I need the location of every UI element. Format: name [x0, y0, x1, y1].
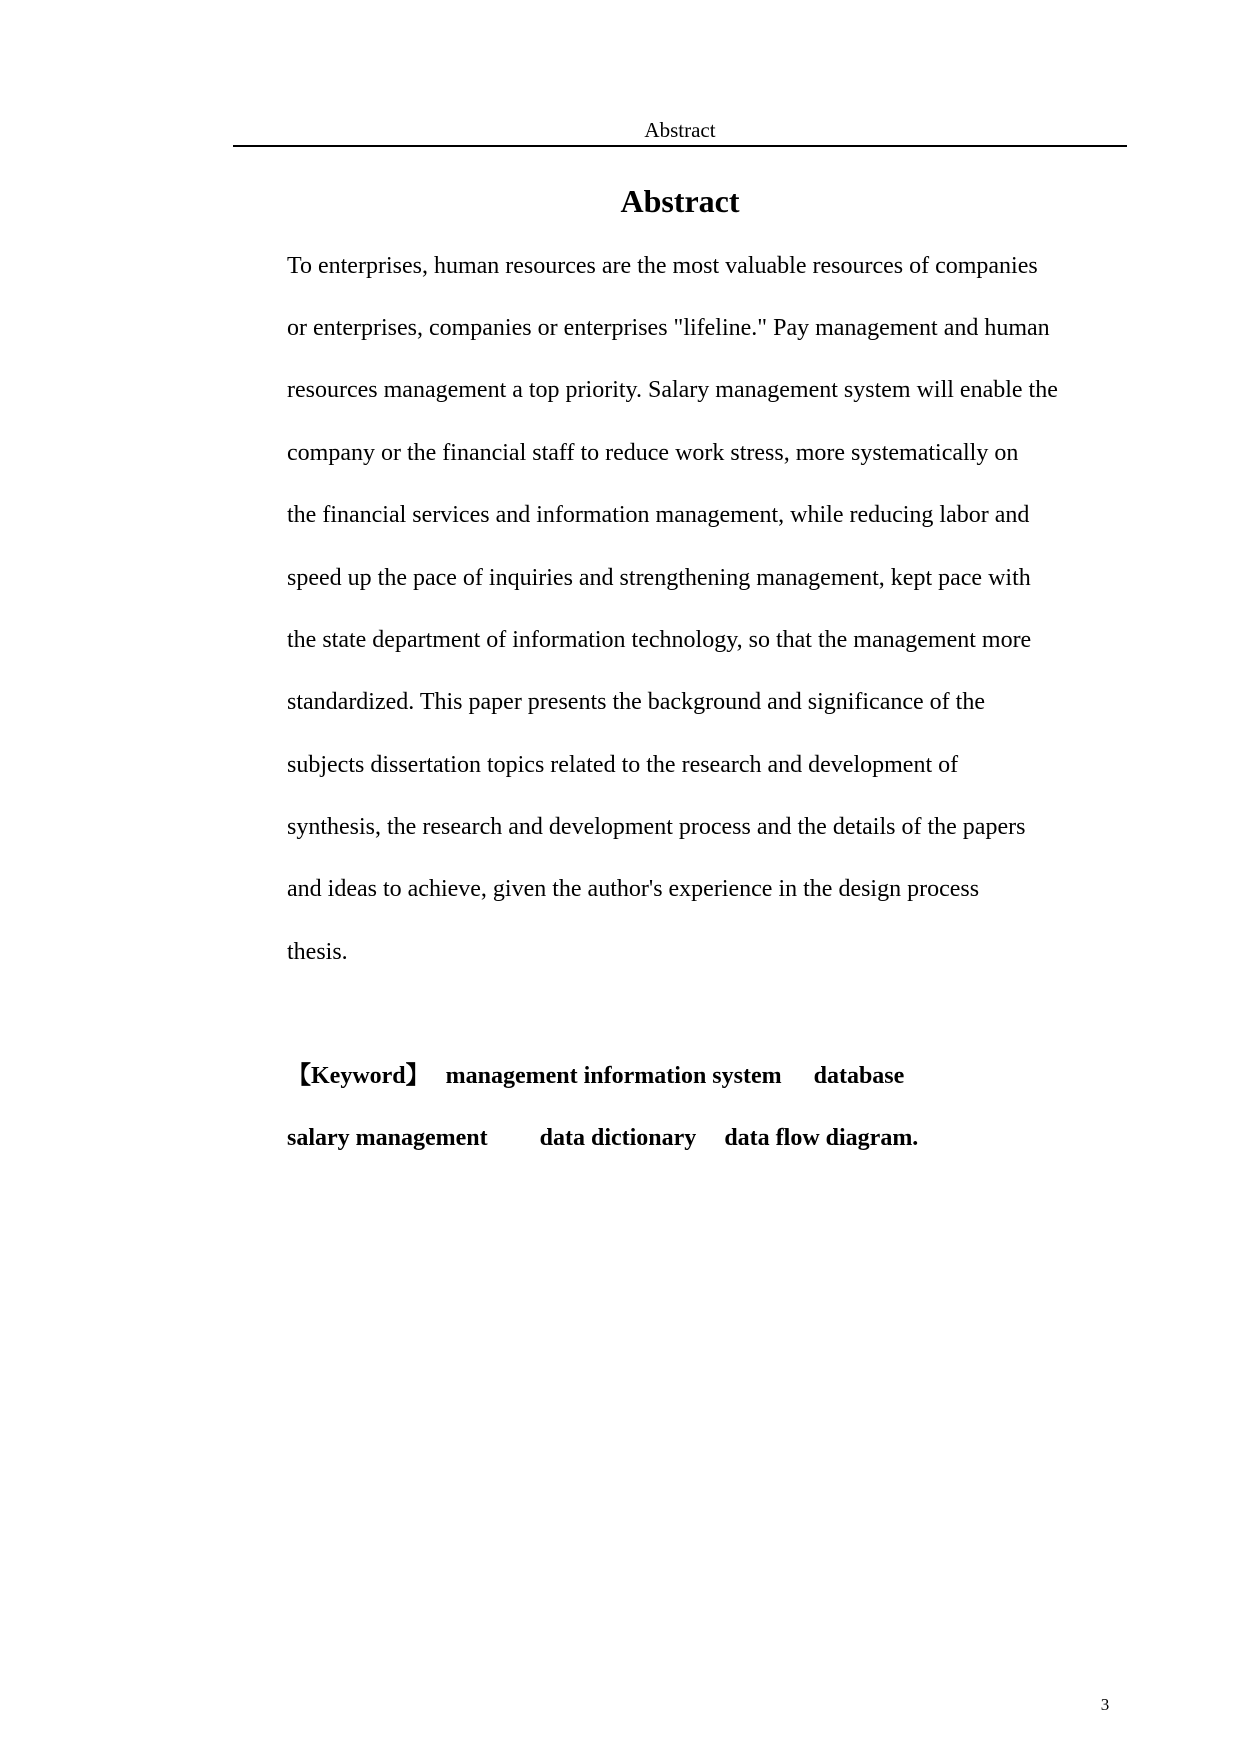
page-number: 3 — [1100, 1695, 1110, 1714]
keyword-item: database — [813, 1063, 905, 1089]
abstract-line: the financial services and information management, while reducing labor and — [287, 502, 1030, 528]
abstract-line: and ideas to achieve, given the author's experience in the design process — [287, 876, 980, 902]
keyword-item: salary management — [287, 1125, 488, 1151]
keywords-line — [287, 1062, 904, 1090]
abstract-line: company or the financial staff to reduce work stress, more systematically on — [287, 440, 1019, 466]
keywords-line — [287, 1124, 918, 1152]
abstract-line: standardized. This paper presents the background and significance of the — [287, 689, 985, 715]
page-title: Abstract — [620, 183, 740, 219]
keyword-item: data dictionary — [539, 1125, 697, 1151]
abstract-line: subjects dissertation topics related to the research and development of — [287, 752, 959, 778]
abstract-line: speed up the pace of inquiries and strengthening management, kept pace with — [287, 565, 1031, 591]
abstract-line: To enterprises, human resources are the most valuable resources of companies — [287, 253, 1038, 279]
abstract-line: resources management a top priority. Salary management system will enable the — [287, 377, 1058, 403]
header-rule — [233, 145, 1127, 147]
keywords-label: 【Keyword】 — [287, 1063, 430, 1089]
keyword-item: data flow diagram. — [724, 1125, 919, 1151]
keyword-item: management information system — [445, 1063, 782, 1089]
abstract-line: or enterprises, companies or enterprises "lifeline." Pay management and human — [287, 315, 1050, 341]
abstract-line: synthesis, the research and development process and the details of the papers — [287, 814, 1026, 840]
running-header: Abstract — [644, 118, 716, 142]
abstract-line: thesis. — [287, 939, 348, 965]
abstract-line: the state department of information technology, so that the management more — [287, 627, 1032, 653]
